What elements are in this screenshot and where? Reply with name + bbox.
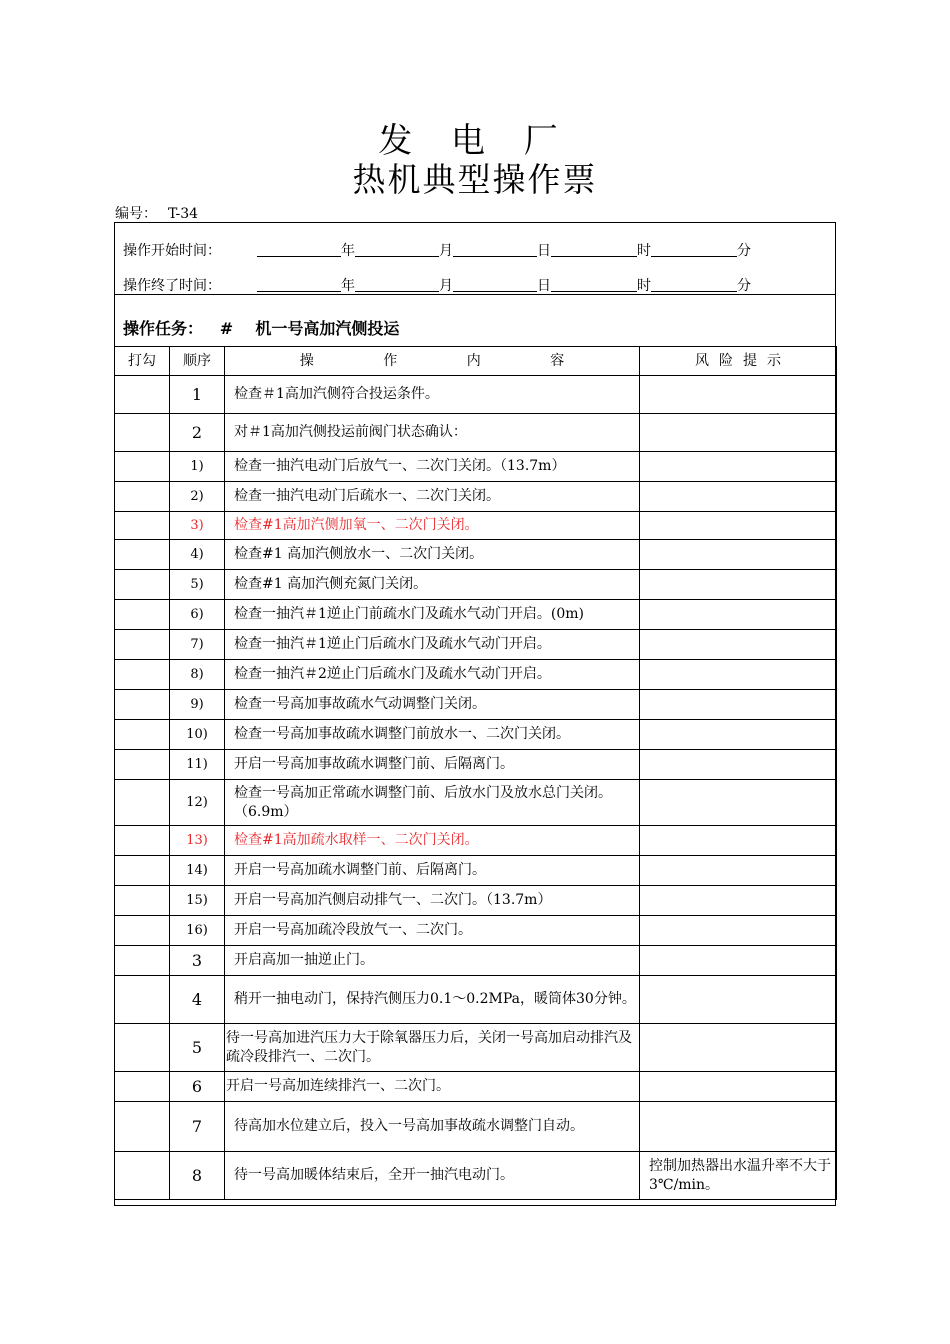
risk-note xyxy=(640,690,837,720)
check-cell[interactable] xyxy=(115,916,170,946)
check-cell[interactable] xyxy=(115,1102,170,1152)
step-number: 9) xyxy=(170,690,225,720)
check-cell[interactable] xyxy=(115,600,170,630)
risk-note xyxy=(640,886,837,916)
step-content: 检查一号高加事故疏水气动调整门关闭。 xyxy=(225,690,640,720)
month-unit: 月 xyxy=(439,243,453,259)
risk-note xyxy=(640,946,837,976)
check-cell[interactable] xyxy=(115,750,170,780)
check-cell[interactable] xyxy=(115,826,170,856)
risk-note xyxy=(640,750,837,780)
start-minute-blank[interactable] xyxy=(651,255,737,257)
start-year-blank[interactable] xyxy=(257,255,341,257)
check-cell[interactable] xyxy=(115,570,170,600)
risk-note xyxy=(640,540,837,570)
step-content: 开启一号高加疏冷段放气一、二次门。 xyxy=(225,916,640,946)
check-cell[interactable] xyxy=(115,512,170,540)
table-row xyxy=(115,540,837,570)
step-content: 检查#1 高加汽侧放水一、二次门关闭。 xyxy=(225,540,640,570)
step-number: 10) xyxy=(170,720,225,750)
doc-number-value: T-34 xyxy=(168,206,199,222)
step-content: 检查#1高加疏水取样一、二次门关闭。 xyxy=(225,826,640,856)
doc-number xyxy=(115,203,198,223)
step-content: 开启高加一抽逆止门。 xyxy=(225,946,640,976)
step-content: 开启一号高加疏水调整门前、后隔离门。 xyxy=(225,856,640,886)
step-content: 稍开一抽电动门，保持汽侧压力0.1～0.2MPa，暖筒体30分钟。 xyxy=(225,976,640,1024)
start-month-blank[interactable] xyxy=(355,255,439,257)
check-cell[interactable] xyxy=(115,452,170,482)
table-row xyxy=(115,1024,837,1072)
table-row xyxy=(115,660,837,690)
risk-note xyxy=(640,856,837,886)
risk-note xyxy=(640,600,837,630)
check-cell[interactable] xyxy=(115,660,170,690)
table-row xyxy=(115,482,837,512)
check-cell[interactable] xyxy=(115,540,170,570)
step-number: 8) xyxy=(170,660,225,690)
year-unit: 年 xyxy=(341,243,355,259)
table-row xyxy=(115,1102,837,1152)
end-hour-blank[interactable] xyxy=(551,290,637,292)
task-hash: # xyxy=(219,319,234,338)
step-number: 6) xyxy=(170,600,225,630)
step-number: 16) xyxy=(170,916,225,946)
end-month-blank[interactable] xyxy=(355,290,439,292)
start-time-row xyxy=(123,240,751,260)
step-content: 检查一抽汽电动门后疏水一、二次门关闭。 xyxy=(225,482,640,512)
step-content: 检查一抽汽＃2逆止门后疏水门及疏水气动门开启。 xyxy=(225,660,640,690)
header-content-char: 内 xyxy=(466,352,481,369)
table-row xyxy=(115,600,837,630)
check-cell[interactable] xyxy=(115,780,170,826)
header-content-char: 操 xyxy=(299,352,314,369)
risk-note xyxy=(640,916,837,946)
month-unit: 月 xyxy=(439,278,453,294)
operation-table xyxy=(114,346,837,1200)
step-number: 3 xyxy=(170,946,225,976)
risk-note xyxy=(640,780,837,826)
step-number: 13) xyxy=(170,826,225,856)
check-cell[interactable] xyxy=(115,482,170,512)
step-number: 8 xyxy=(170,1152,225,1200)
table-row xyxy=(115,720,837,750)
hour-unit: 时 xyxy=(637,278,651,294)
check-cell[interactable] xyxy=(115,1024,170,1072)
step-content: 开启一号高加汽侧启动排气一、二次门。（13.7m） xyxy=(225,886,640,916)
step-number: 4 xyxy=(170,976,225,1024)
step-number: 2 xyxy=(170,414,225,452)
table-row xyxy=(115,886,837,916)
step-number: 7 xyxy=(170,1102,225,1152)
risk-note xyxy=(640,630,837,660)
step-content: 检查#1高加汽侧加氧一、二次门关闭。 xyxy=(225,512,640,540)
step-content: 待一号高加暖体结束后，全开一抽汽电动门。 xyxy=(225,1152,640,1200)
header-risk-char: 提 xyxy=(743,352,757,369)
step-content: 开启一号高加连续排汽一、二次门。 xyxy=(225,1072,640,1102)
step-number: 7) xyxy=(170,630,225,660)
step-number: 2) xyxy=(170,482,225,512)
header-seq: 顺序 xyxy=(170,347,225,376)
step-number: 5) xyxy=(170,570,225,600)
table-row xyxy=(115,946,837,976)
step-content: 待高加水位建立后，投入一号高加事故疏水调整门自动。 xyxy=(225,1102,640,1152)
start-day-blank[interactable] xyxy=(453,255,537,257)
table-row xyxy=(115,750,837,780)
step-content: 检查一抽汽＃1逆止门后疏水门及疏水气动门开启。 xyxy=(225,630,640,660)
task-content: 机一号高加汽侧投运 xyxy=(255,319,400,338)
end-time-row xyxy=(123,275,751,295)
end-day-blank[interactable] xyxy=(453,290,537,292)
table-row xyxy=(115,690,837,720)
check-cell[interactable] xyxy=(115,946,170,976)
step-content: 检查一号高加正常疏水调整门前、后放水门及放水总门关闭。（6.9m） xyxy=(225,780,640,826)
step-number: 5 xyxy=(170,1024,225,1072)
table-row xyxy=(115,1072,837,1102)
check-cell[interactable] xyxy=(115,690,170,720)
risk-note xyxy=(640,1102,837,1152)
header-risk-char: 示 xyxy=(767,352,781,369)
start-time-label: 操作开始时间： xyxy=(123,243,221,259)
table-row xyxy=(115,570,837,600)
risk-note xyxy=(640,976,837,1024)
step-number: 14) xyxy=(170,856,225,886)
task-label: 操作任务： xyxy=(123,319,204,338)
document-title: 发 电 厂 xyxy=(378,121,572,161)
step-number: 4) xyxy=(170,540,225,570)
header-check: 打勾 xyxy=(115,347,170,376)
check-cell[interactable] xyxy=(115,1072,170,1102)
step-content: 检查一抽汽电动门后放气一、二次门关闭。（13.7m） xyxy=(225,452,640,482)
table-row xyxy=(115,856,837,886)
end-minute-blank[interactable] xyxy=(651,290,737,292)
operation-task xyxy=(123,316,399,339)
start-hour-blank[interactable] xyxy=(551,255,637,257)
header-risk-char: 险 xyxy=(719,352,733,369)
table-row xyxy=(115,826,837,856)
table-row xyxy=(115,414,837,452)
risk-note: 控制加热器出水温升率不大于3℃/min。 xyxy=(640,1152,837,1200)
risk-note xyxy=(640,376,837,414)
risk-note xyxy=(640,720,837,750)
step-number: 1 xyxy=(170,376,225,414)
risk-note xyxy=(640,570,837,600)
header-risk-char: 风 xyxy=(695,352,709,369)
step-content: 对＃1高加汽侧投运前阀门状态确认： xyxy=(225,414,640,452)
step-number: 1) xyxy=(170,452,225,482)
check-cell[interactable] xyxy=(115,376,170,414)
doc-number-label: 编号： xyxy=(115,206,157,222)
day-unit: 日 xyxy=(537,243,551,259)
check-cell[interactable] xyxy=(115,630,170,660)
header-content-char: 容 xyxy=(550,352,565,369)
risk-note xyxy=(640,660,837,690)
table-row xyxy=(115,630,837,660)
check-cell[interactable] xyxy=(115,886,170,916)
step-number: 11) xyxy=(170,750,225,780)
risk-note xyxy=(640,826,837,856)
risk-note xyxy=(640,512,837,540)
table-row xyxy=(115,512,837,540)
step-content: 检查一号高加事故疏水调整门前放水一、二次门关闭。 xyxy=(225,720,640,750)
step-content: 开启一号高加事故疏水调整门前、后隔离门。 xyxy=(225,750,640,780)
check-cell[interactable] xyxy=(115,1152,170,1200)
hour-unit: 时 xyxy=(637,243,651,259)
table-row xyxy=(115,1152,837,1200)
end-year-blank[interactable] xyxy=(257,290,341,292)
table-row xyxy=(115,452,837,482)
header-content xyxy=(225,347,640,376)
header-content-char: 作 xyxy=(383,352,398,369)
step-content: 待一号高加进汽压力大于除氧器压力后，关闭一号高加启动排汽及疏冷段排汽一、二次门。 xyxy=(225,1024,640,1072)
risk-note xyxy=(640,482,837,512)
step-number: 3) xyxy=(170,512,225,540)
table-row xyxy=(115,780,837,826)
step-number: 6 xyxy=(170,1072,225,1102)
end-time-label: 操作终了时间： xyxy=(123,278,221,294)
check-cell[interactable] xyxy=(115,720,170,750)
check-cell[interactable] xyxy=(115,414,170,452)
header-risk xyxy=(640,347,837,376)
day-unit: 日 xyxy=(537,278,551,294)
step-content: 检查＃1高加汽侧符合投运条件。 xyxy=(225,376,640,414)
table-row xyxy=(115,916,837,946)
risk-note xyxy=(640,414,837,452)
step-content: 检查一抽汽＃1逆止门前疏水门及疏水气动门开启。(0m) xyxy=(225,600,640,630)
risk-note xyxy=(640,1024,837,1072)
step-number: 12) xyxy=(170,780,225,826)
check-cell[interactable] xyxy=(115,976,170,1024)
document-subtitle: 热机典型操作票 xyxy=(352,160,598,199)
table-row xyxy=(115,976,837,1024)
table-header-row xyxy=(115,347,837,376)
step-content: 检查#1 高加汽侧充氮门关闭。 xyxy=(225,570,640,600)
minute-unit: 分 xyxy=(737,278,751,294)
year-unit: 年 xyxy=(341,278,355,294)
table-row xyxy=(115,376,837,414)
risk-note xyxy=(640,452,837,482)
check-cell[interactable] xyxy=(115,856,170,886)
risk-note xyxy=(640,1072,837,1102)
minute-unit: 分 xyxy=(737,243,751,259)
divider xyxy=(114,294,836,295)
step-number: 15) xyxy=(170,886,225,916)
